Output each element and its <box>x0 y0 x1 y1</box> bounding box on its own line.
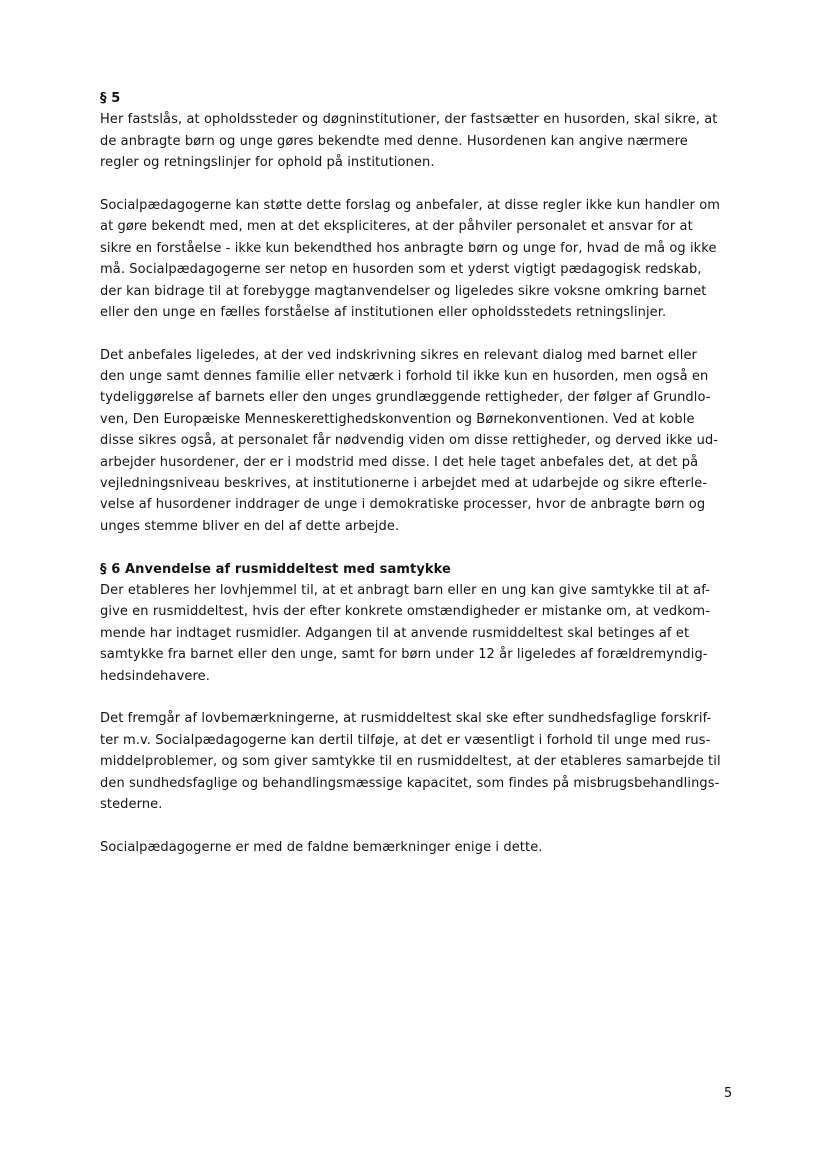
page-number: 5 <box>724 1086 733 1101</box>
text-line: give en rusmiddeltest, hvis der efter konkrete omstændigheder er mistanke om, at vedkom- <box>100 604 710 620</box>
text-line: den sundhedsfaglige og behandlingsmæssige kapacitet, som findes på misbrugsbehandlings- <box>100 775 720 791</box>
section-heading <box>100 559 760 580</box>
text-line: der kan bidrage til at forebygge magtanvendelser og ligeledes sikre voksne omkring barnet <box>100 283 707 299</box>
text-line: unges stemme bliver en del af dette arbejde. <box>100 518 400 534</box>
text-line: ter m.v. Socialpædagogerne kan dertil tilføje, at det er væsentligt i forhold til unge med rus- <box>100 732 711 748</box>
paragraph <box>100 837 760 858</box>
paragraph <box>100 195 760 323</box>
text-line: Der etableres her lovhjemmel til, at et anbragt barn eller en ung kan give samtykke til at af- <box>100 582 710 598</box>
text-line: vejledningsniveau beskrives, at institutionerne i arbejdet med at udarbejde og sikre efterle- <box>100 476 708 492</box>
text-line: regler og retningslinjer for ophold på institutionen. <box>100 155 435 171</box>
text-line: disse sikres også, at personalet får nødvendig viden om disse rettigheder, og derved ikke ud- <box>100 433 719 449</box>
text-line: arbejder husordener, der er i modstrid med disse. I det hele taget anbefales det, at det på <box>100 454 699 470</box>
text-line: de anbragte børn og unge gøres bekendte med denne. Husordenen kan angive nærmere <box>100 133 688 149</box>
text-line: eller den unge en fælles forståelse af institutionen eller opholdsstedets retningslinjer. <box>100 304 667 320</box>
text-line: tydeliggørelse af barnets eller den unges grundlæggende rettigheder, der følger af Grundlo- <box>100 390 711 406</box>
text-line: må. Socialpædagogerne ser netop en husorden som et yderst vigtigt pædagogisk redskab, <box>100 262 702 278</box>
text-line: hedsindehavere. <box>100 668 210 684</box>
text-line: stederne. <box>100 796 163 812</box>
text-line: sikre en forståelse - ikke kun bekendthed hos anbragte børn og unge for, hvad de må og ikke <box>100 240 717 256</box>
text-line: Socialpædagogerne kan støtte dette forslag og anbefaler, at disse regler ikke kun handler om <box>100 197 721 213</box>
text-line: Det anbefales ligeledes, at der ved indskrivning sikres en relevant dialog med barnet eller <box>100 347 697 363</box>
paragraph <box>100 580 760 687</box>
section-heading <box>100 88 760 109</box>
paragraph <box>100 109 760 173</box>
text-line: mende har indtaget rusmidler. Adgangen til at anvende rusmiddeltest skal betinges af et <box>100 625 690 641</box>
paragraph <box>100 708 760 815</box>
text-line: Det fremgår af lovbemærkningerne, at rusmiddeltest skal ske efter sundhedsfaglige forskrif- <box>100 711 712 727</box>
document-body <box>100 88 760 879</box>
text-line: den unge samt dennes familie eller netværk i forhold til ikke kun en husorden, men også en <box>100 369 709 385</box>
text-line: Her fastslås, at opholdssteder og døgninstitutioner, der fastsætter en husorden, skal sikre, at <box>100 112 718 128</box>
text-line: ven, Den Europæiske Menneskerettighedskonvention og Børnekonventionen. Ved at koble <box>100 411 695 427</box>
text-line: middelproblemer, og som giver samtykke til en rusmiddeltest, at der etableres samarbejde til <box>100 754 721 770</box>
paragraph <box>100 345 760 538</box>
text-line: samtykke fra barnet eller den unge, samt for børn under 12 år ligeledes af forældremyndig- <box>100 647 708 663</box>
text-line: Socialpædagogerne er med de faldne bemærkninger enige i dette. <box>100 839 543 855</box>
text-line: velse af husordener inddrager de unge i demokratiske processer, hvor de anbragte børn og <box>100 497 706 513</box>
text-line: § 5 <box>100 91 121 106</box>
text-line: § 6 Anvendelse af rusmiddeltest med samtykke <box>100 561 451 577</box>
text-line: at gøre bekendt med, men at det ekspliciteres, at der påhviler personalet et ansvar for at <box>100 219 693 235</box>
